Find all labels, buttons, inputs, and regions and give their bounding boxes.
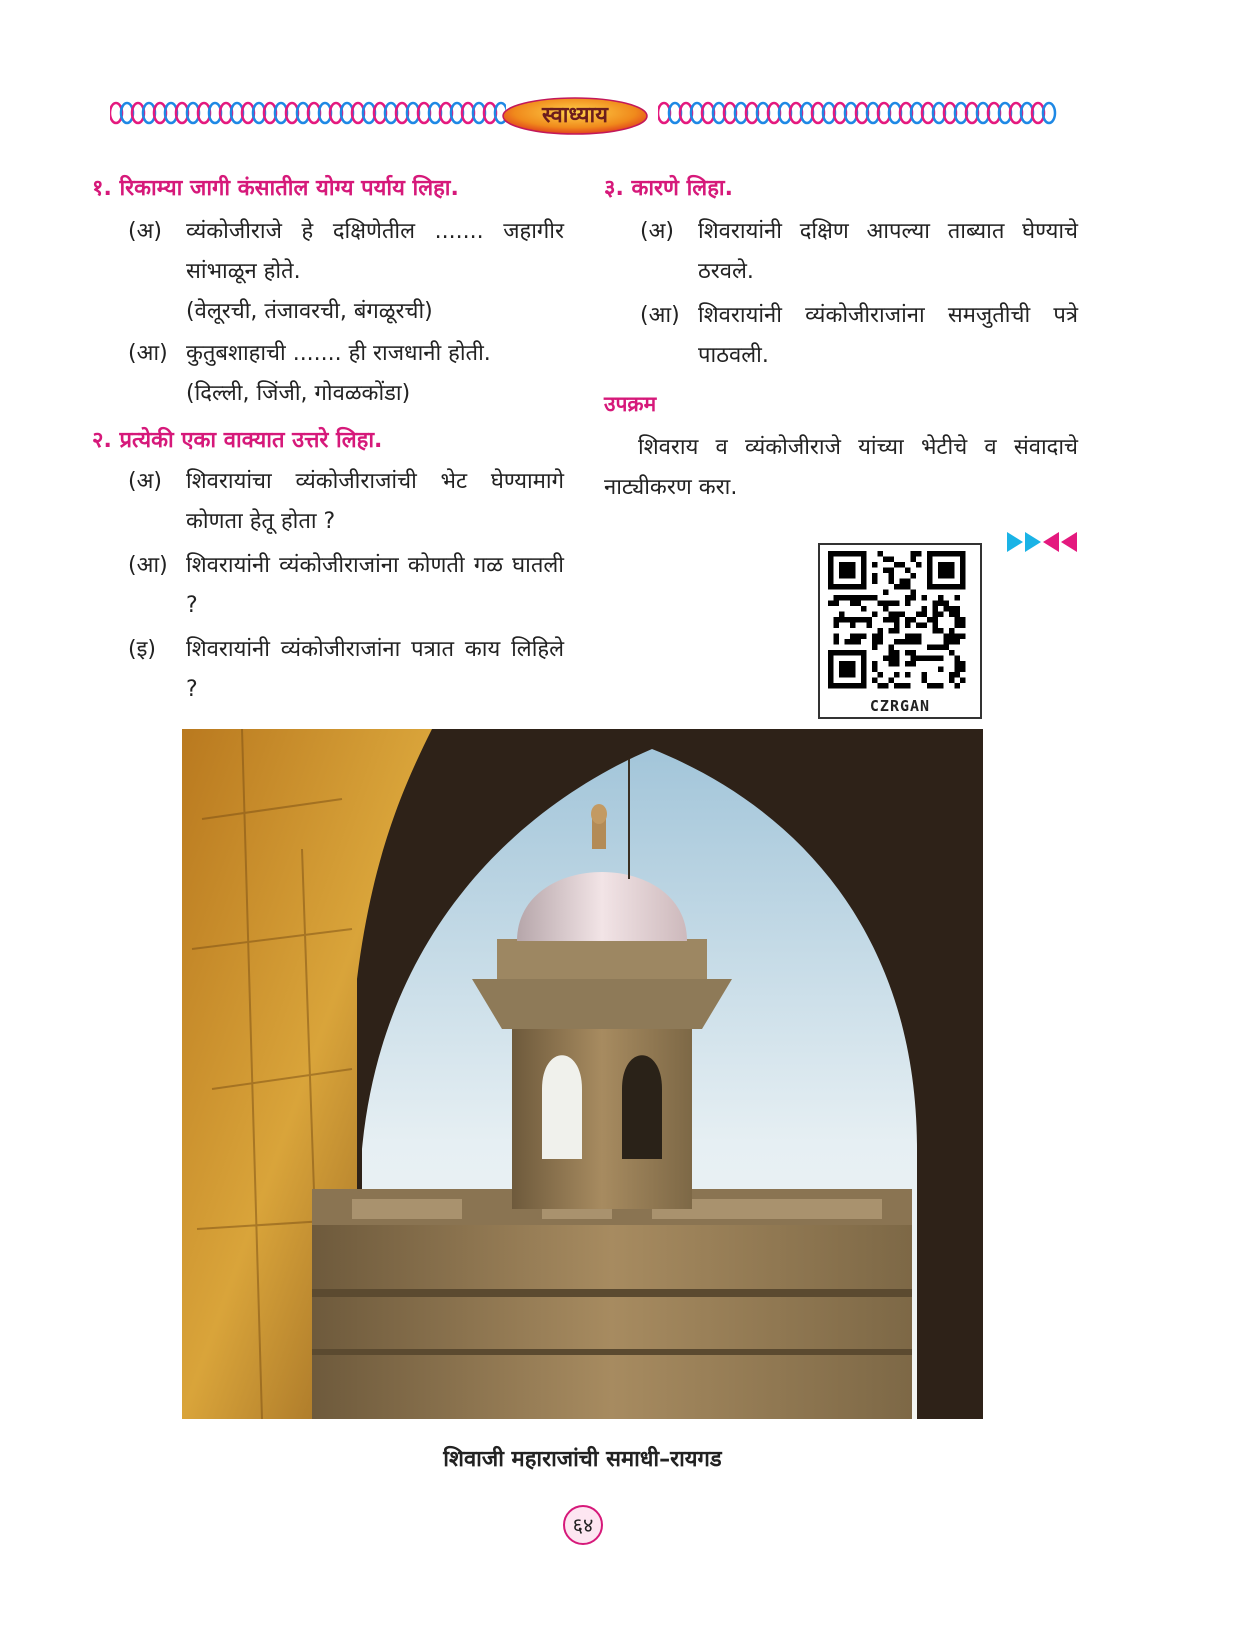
item-label: (आ) <box>128 553 168 578</box>
question-3-title: ३. कारणे लिहा. <box>604 176 733 201</box>
question-1-title: १. रिकाम्या जागी कंसातील योग्य पर्याय लिहा. <box>92 176 459 201</box>
item-text: शिवरायांचा व्यंकोजीराजांची भेट घेण्यामागे कोणता हेतू होता ? <box>186 469 564 534</box>
item-label: (आ) <box>640 303 680 328</box>
right-column <box>604 172 1078 508</box>
item-text: शिवरायांनी व्यंकोजीराजांना पत्रात काय लिहिले ? <box>186 637 564 702</box>
activity-text: शिवराय व व्यंकोजीराजे यांच्या भेटीचे व संवादाचे नाट्यीकरण करा. <box>604 435 1078 500</box>
item-text: शिवरायांनी व्यंकोजीराजांना कोणती गळ घातली ? <box>186 553 564 618</box>
question-3-item-a <box>640 212 1078 292</box>
question-3-item-b <box>640 296 1078 376</box>
options-hint: (दिल्ली, जिंजी, गोवळकोंडा) <box>186 381 411 406</box>
item-text: शिवरायांनी व्यंकोजीराजांना समजुतीची पत्रे पाठवली. <box>698 303 1078 368</box>
section-title: स्वाध्याय <box>542 103 608 128</box>
decorative-arrows-icon <box>1007 530 1077 558</box>
item-text: कुतुबशाहाची ....... ही राजधानी होती. <box>186 341 491 366</box>
item-label: (अ) <box>640 219 674 244</box>
item-text: व्यंकोजीराजे हे दक्षिणेतील ....... जहागीर सांभाळून होते. <box>186 219 564 284</box>
page-number: ६४ <box>563 1505 603 1545</box>
header-chain-right <box>658 100 1058 126</box>
options-hint: (वेलूरची, तंजावरची, बंगळूरची) <box>186 299 433 324</box>
qr-code[interactable] <box>818 543 982 719</box>
question-1-item-b <box>128 334 564 374</box>
qr-pattern-icon <box>828 551 972 691</box>
item-text: शिवरायांनी दक्षिण आपल्या ताब्यात घेण्याचे ठरवले. <box>698 219 1078 284</box>
samadhi-photo <box>182 729 983 1419</box>
activity-title: उपक्रम <box>604 392 657 416</box>
header-chain-left <box>110 100 506 126</box>
question-2-item-a <box>128 462 564 542</box>
question-2-title: २. प्रत्येकी एका वाक्यात उत्तरे लिहा. <box>92 428 383 453</box>
qr-code-label: CZRGAN <box>869 697 931 715</box>
left-column <box>92 172 564 710</box>
question-2-item-b <box>128 546 564 626</box>
section-header-badge <box>500 96 650 136</box>
question-1-item-a <box>128 212 564 292</box>
item-label: (अ) <box>128 469 162 494</box>
photo-caption: शिवाजी महाराजांची समाधी–रायगड <box>443 1447 722 1472</box>
item-label: (इ) <box>128 637 156 662</box>
item-label: (अ) <box>128 219 162 244</box>
question-2-item-c <box>128 630 564 710</box>
item-label: (आ) <box>128 341 168 366</box>
